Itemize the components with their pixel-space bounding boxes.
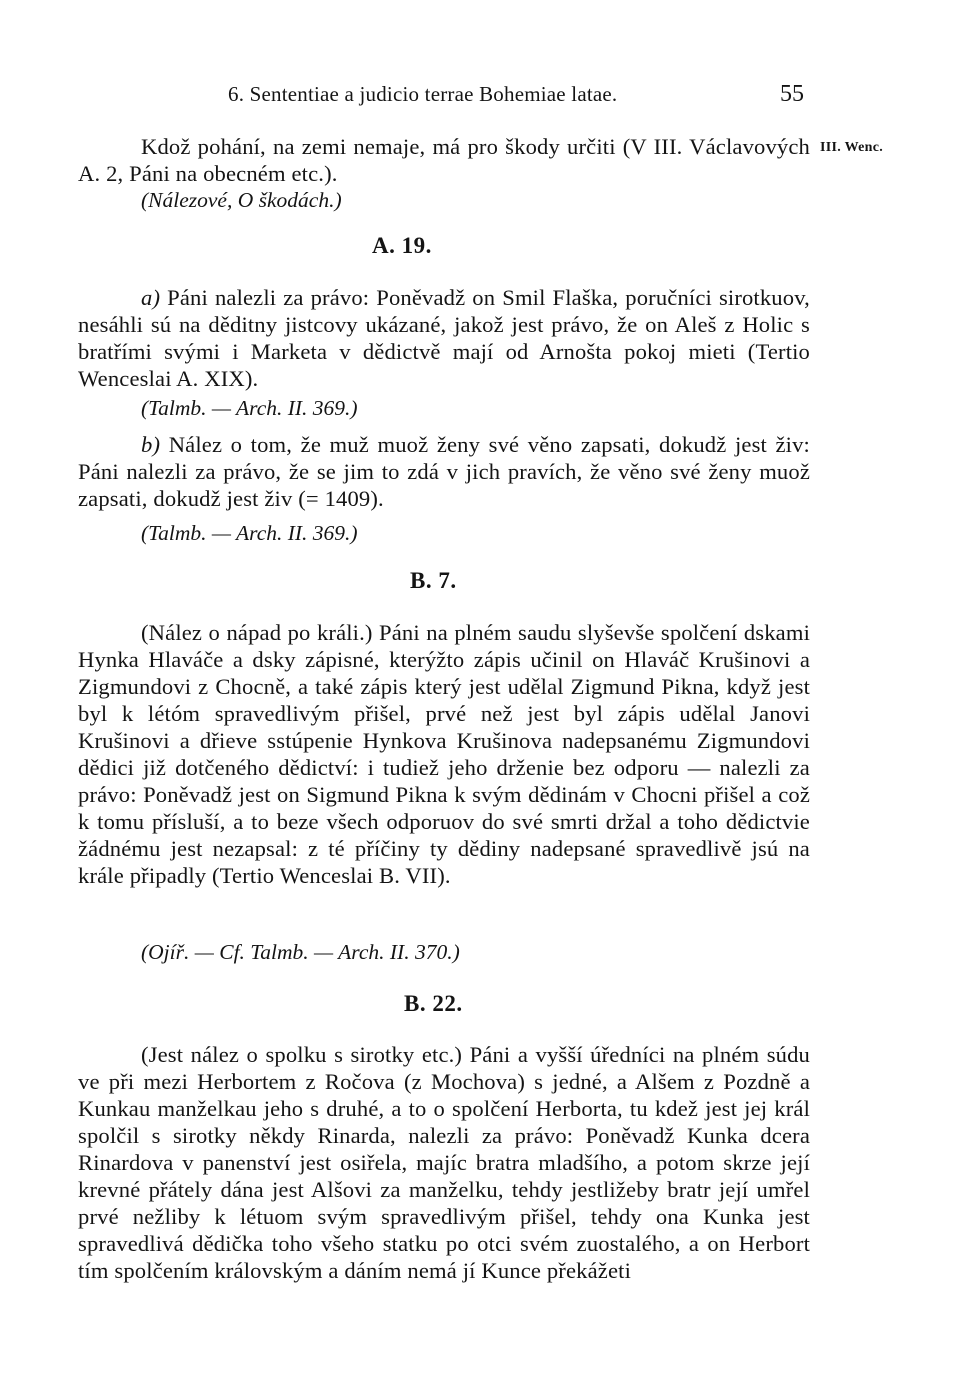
section-heading-a19: A. 19. xyxy=(372,233,432,258)
paragraph-a-lead: a) xyxy=(141,285,161,310)
b7-citation: (Ojíř. — Cf. Talmb. — Arch. II. 370.) xyxy=(141,940,460,964)
citation-a: (Talmb. — Arch. II. 369.) xyxy=(141,396,358,420)
paragraph-a-text: Páni nalezli za právo: Poněvadž on Smil Flaška, poručníci sirotkuov, nesáhli sú na děditny jistcovy ukázané, jakož jest právo, že on Aleš z Holic s bratřími svými i Marketa v dědictvě mají od Arnošta pokoj mieti (Tertio Wenceslai A. XIX). xyxy=(78,285,810,391)
intro-paragraph: Kdož pohání, na zemi nemaje, má pro škody určiti (V III. Václavových A. 2, Páni na obecném etc.). xyxy=(78,134,810,186)
paragraph-b-lead: b) xyxy=(141,432,161,457)
paragraph-b xyxy=(78,431,810,512)
paragraph-b-text: Nález o tom, že muž muož ženy své věno zapsati, dokudž jest živ: Páni nalezli za právo, že se jim to zdá v jich pravích, že věno své ženy muož zapsati, dokudž jest živ (= 1409). xyxy=(78,432,810,511)
running-header xyxy=(78,78,810,110)
running-title: 6. Sententiae a judicio terrae Bohemiae latae. xyxy=(228,82,618,106)
margin-note: III. Wenc. xyxy=(820,140,884,155)
b22-block xyxy=(78,1041,810,1284)
citation-b: (Talmb. — Arch. II. 369.) xyxy=(141,521,358,545)
paragraph-a xyxy=(78,284,810,392)
paragraph-b-block xyxy=(78,431,810,512)
intro-block xyxy=(78,133,810,187)
section-heading-b22: B. 22. xyxy=(404,991,463,1016)
b22-paragraph: (Jest nález o spolku s sirotky etc.) Páni a vyšší úředníci na plném súdu ve při mezi Herbortem z Ročova (z Mochova) s jedné, a Alšem z Pozdně a Kunkau manželkau jeho s druhé, a to o spolčení Herborta, tu kdež jest jej král spolčil s sirotky někdy Rinarda, nalezli za právo: Poněvadž Kunka dcera Rinardova v panenství jest osiřela, majíc bratra mladšího, a potom skrze její krevné přátely dána jest Alšovi za manželku, tehdy jestližeby bratr její umřel prvé nežliby k létuom svým spravedlivým přišel, tehdy ona Kunka jest spravedlivá dědička toho všeho statku po otci svém zuostalého, a on Herbort tím spolčením královským a dáním nemá jí Kunce překážeti xyxy=(78,1042,810,1283)
intro-citation: (Nálezové, O škodách.) xyxy=(141,188,342,212)
page-number: 55 xyxy=(780,81,804,107)
b7-block xyxy=(78,619,810,889)
b7-paragraph: (Nález o nápad po králi.) Páni na plném saudu slyševše spolčení dskami Hynka Hlaváče a dsky zápisné, kterýžto zápis učinil on Hlaváč Krušinovi a Zigmundovi z Chocně, a také zápis který jest udělal Zigmund Pikna, když jest byl k létóm spravedlivým přišel, prvé než jest byl zápis udělal Janovi Krušinovi a dřieve sstúpenie Hynkova Krušinova nadepsanému Zigmundovi dědici již dotčeného dědictví: i tudiež jeho drženie bez odporu — nalezli za právo: Poněvadž jest on Sigmund Pikna k svým dědinám v Chocni přišel a což k tomu přísluší, a to beze všech odporuov do své smrti držal a toho dědictvie žádnému jest nezapsal: z té příčiny ty dědiny nadepsané spravedlivě jsú na krále připadly (Tertio Wenceslai B. VII). xyxy=(78,620,810,888)
section-heading-b7: B. 7. xyxy=(410,568,457,593)
paragraph-a-block xyxy=(78,284,810,392)
